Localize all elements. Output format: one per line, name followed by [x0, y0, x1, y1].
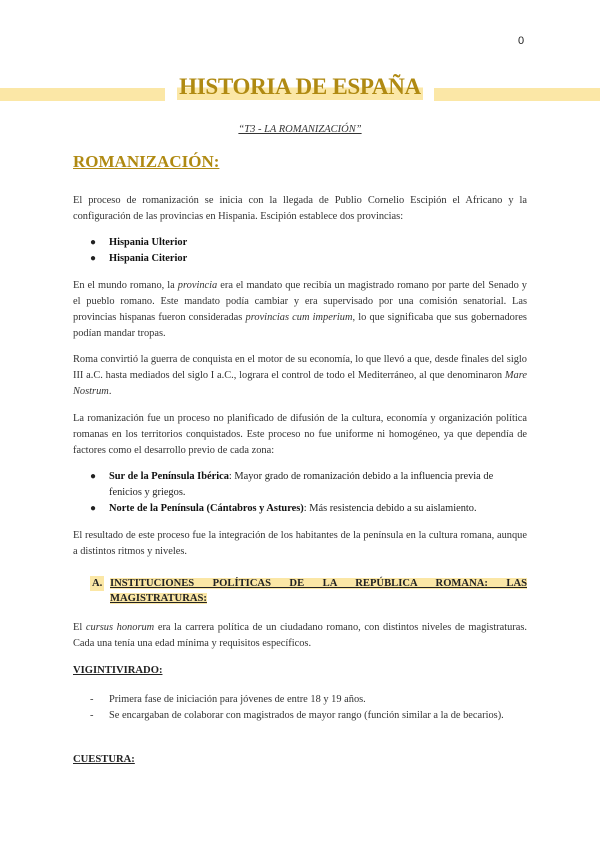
text-run: era el mandato que recibía un magistrado romano por parte del Senado y el pueblo romano. Este mandato podía cambiar y era supervisado por una comisión senatorial. Las provincias hispanas fueron consideradas: [73, 280, 527, 323]
paragraph-proceso: La romanización fue un proceso no planificado de difusión de la cultura, economía y organización política romanas en los territorios conquistados. Este proceso no fue uniforme ni homogéneo, ya que dependía de factores como el desarrollo previo de cada zona:: [73, 413, 527, 456]
paragraph-provincia: [73, 278, 527, 342]
text-run: era la carrera política de un ciudadano romano, con distintos niveles de magistraturas. Cada una tenía una edad mínima y requisitos específicos.: [73, 622, 527, 649]
list-item-text: Primera fase de iniciación para jóvenes de entre 18 y 19 años.: [109, 694, 366, 705]
zone-name: Sur de la Península Ibérica: [109, 471, 229, 482]
list-item: [73, 251, 527, 267]
list-item: [73, 235, 527, 251]
paragraph-resultado: El resultado de este proceso fue la integración de los habitantes de la península en la cultura romana, aunque a distintos ritmos y niveles.: [73, 530, 527, 557]
section-a-line1: [110, 576, 527, 591]
text-run: En el mundo romano, la: [73, 280, 178, 291]
list-item: [73, 708, 527, 724]
zones-list: [73, 469, 527, 517]
text-run: .: [108, 386, 112, 397]
text-run-italic: provincias cum imperium: [245, 312, 353, 323]
province-name: Hispania Ulterior: [109, 237, 188, 248]
section-letter: A.: [92, 578, 103, 589]
section-a-line1-text: INSTITUCIONES POLÍTICAS DE LA REPÚBLICA ROMANA: LAS: [110, 578, 527, 589]
paragraph-intro: El proceso de romanización se inicia con la llegada de Publio Cornelio Escipión el Africano y la configuración de las provincias en Hispania. Escipión establece dos provincias:: [73, 195, 527, 222]
page-number: 0: [518, 35, 525, 47]
text-run-italic: Mare Nostrum: [73, 370, 527, 397]
vigintivirado-list: [73, 692, 527, 724]
zone-desc: : Mayor grado de romanización debido a la influencia previa de fenicios y griegos.: [109, 471, 494, 498]
text-run: Roma convirtió la guerra de conquista en el motor de su economía, lo que llevó a que, desde finales del siglo III a.C. hasta mediados del siglo I a.C., lograra el control de todo el Mediterráneo, al que denominaron: [73, 354, 527, 381]
text-run-italic: cursus honorum: [85, 622, 155, 633]
province-name: Hispania Citerior: [109, 253, 188, 264]
title-wrapper: [0, 74, 600, 100]
bullet-icon: ●: [90, 503, 97, 514]
section-heading-romanizacion: ROMANIZACIÓN:: [73, 152, 220, 171]
bullet-icon: ●: [90, 471, 97, 482]
section-a-line2: [110, 591, 527, 606]
zone-desc: : Más resistencia debido a su aislamiento.: [303, 503, 477, 514]
subheading-cuestura: CUESTURA:: [73, 754, 135, 765]
list-item: [73, 469, 527, 501]
bullet-icon: ●: [90, 253, 97, 264]
bullet-icon: ●: [90, 237, 97, 248]
list-item: [73, 501, 527, 517]
text-run-italic: provincia: [177, 280, 218, 291]
list-item-text: Se encargaban de colaborar con magistrados de mayor rango (función similar a la de becarios).: [109, 710, 504, 721]
provinces-list: [73, 235, 527, 267]
section-heading-a: [73, 576, 527, 606]
text-run: , lo que significaba que sus gobernadores podían mandar tropas.: [73, 312, 527, 339]
text-run: El: [73, 622, 86, 633]
list-item: [73, 692, 527, 708]
zone-name: Norte de la Península (Cántabros y Astures): [109, 503, 304, 514]
dash-marker: -: [90, 710, 94, 721]
subheading-vigintivirado: VIGINTIVIRADO:: [73, 665, 163, 676]
document-subtitle: “T3 - LA ROMANIZACIÓN”: [238, 124, 362, 135]
document-title: HISTORIA DE ESPAÑA: [179, 74, 421, 99]
dash-marker: -: [90, 694, 94, 705]
paragraph-guerra: [73, 352, 527, 400]
section-a-line2-text: MAGISTRATURAS:: [110, 593, 207, 604]
paragraph-cursus: [73, 620, 527, 652]
